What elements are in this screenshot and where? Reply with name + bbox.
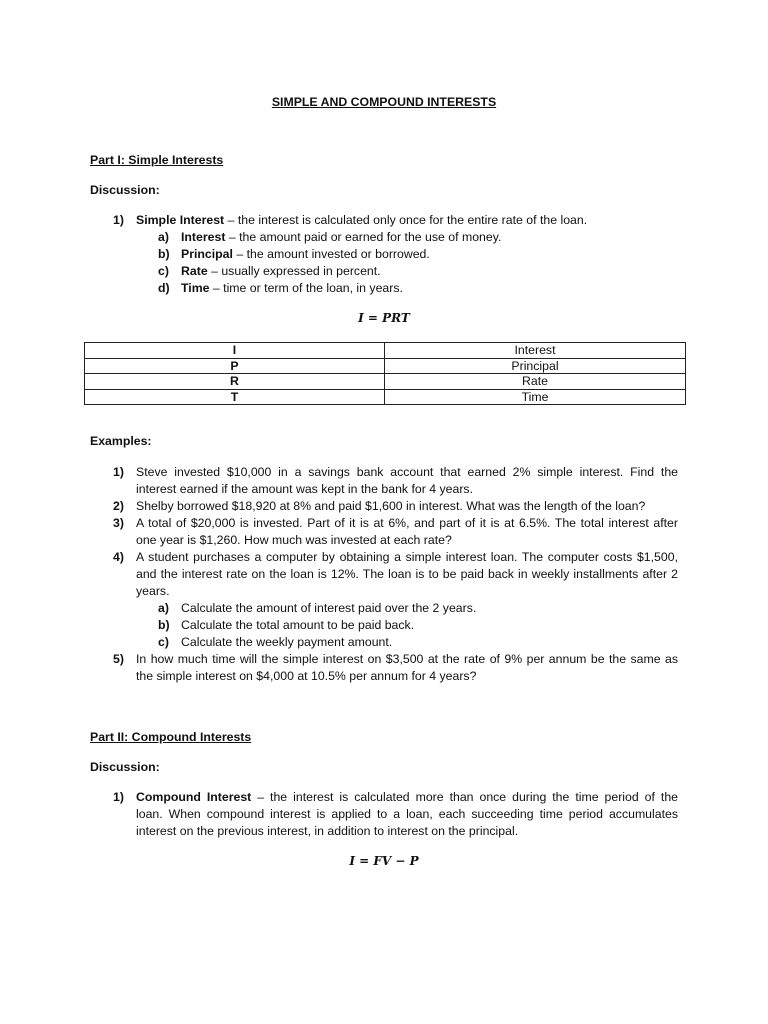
simple-interest-formula: I = PRT — [358, 311, 410, 325]
example-5-number: 5) — [113, 652, 124, 666]
sub-a-definition — [181, 230, 501, 244]
example-1-number: 1) — [113, 465, 124, 479]
example-3-line: one year is $1,260. How much was invested at each rate? — [136, 533, 452, 547]
variables-table — [84, 342, 686, 405]
simple-interest-text: – the interest is calculated only once for the entire rate of the loan. — [224, 213, 588, 227]
example-1-line: interest earned if the amount was kept in the bank for 4 years. — [136, 482, 473, 496]
examples-label: Examples: — [90, 434, 152, 448]
sub-a-text: – the amount paid or earned for the use of money. — [225, 230, 502, 244]
example-4b-text: Calculate the total amount to be paid back. — [181, 618, 415, 632]
example-3-number: 3) — [113, 516, 124, 530]
example-2-line: Shelby borrowed $18,920 at 8% and paid $1,600 in interest. What was the length of the loan? — [136, 499, 646, 513]
example-5-line: In how much time will the simple interest on $3,500 at the rate of 9% per annum be the same as — [136, 652, 678, 666]
example-4a-text: Calculate the amount of interest paid over the 2 years. — [181, 601, 477, 615]
example-4b-letter: b) — [158, 618, 170, 632]
part1-item1-number: 1) — [113, 213, 124, 227]
symbol-cell: R — [85, 374, 385, 390]
table-row — [85, 389, 686, 405]
part2-discussion-label: Discussion: — [90, 760, 160, 774]
sub-c-letter: c) — [158, 264, 169, 278]
table-row — [85, 358, 686, 374]
sub-b-text: – the amount invested or borrowed. — [232, 247, 430, 261]
sub-c-text: – usually expressed in percent. — [207, 264, 381, 278]
example-4c-letter: c) — [158, 635, 169, 649]
sub-b-definition — [181, 247, 430, 261]
example-4-number: 4) — [113, 550, 124, 564]
part2-item1-number: 1) — [113, 790, 124, 804]
part2-item1-line: loan. When compound interest is applied to a loan, each succeeding time period accumulates — [136, 807, 678, 821]
meaning-cell: Interest — [385, 343, 686, 359]
sub-d-definition — [181, 281, 403, 295]
meaning-cell: Rate — [385, 374, 686, 390]
example-2-number: 2) — [113, 499, 124, 513]
compound-interest-formula: I = FV − P — [349, 854, 419, 868]
sub-a-letter: a) — [158, 230, 169, 244]
sub-d-term: Time — [181, 281, 210, 295]
example-4-line: A student purchases a computer by obtaining a simple interest loan. The computer costs $1,500, — [136, 550, 678, 564]
meaning-cell: Time — [385, 389, 686, 405]
simple-interest-term: Simple Interest — [136, 213, 225, 227]
part1-heading: Part I: Simple Interests — [90, 153, 224, 167]
example-4a-letter: a) — [158, 601, 169, 615]
sub-a-term: Interest — [181, 230, 226, 244]
symbol-cell: T — [85, 389, 385, 405]
part1-discussion-label: Discussion: — [90, 183, 160, 197]
part2-item1-line: interest on the previous interest, in addition to interest on the principal. — [136, 824, 519, 838]
example-3-line: A total of $20,000 is invested. Part of it is at 6%, and part of it is at 6.5%. The total interest after — [136, 516, 678, 530]
example-4-line: years. — [136, 584, 170, 598]
sub-d-text: – time or term of the loan, in years. — [209, 281, 403, 295]
example-5-line: the simple interest on $4,000 at 10.5% per annum for 4 years? — [136, 669, 477, 683]
page-title: SIMPLE AND COMPOUND INTERESTS — [271, 95, 497, 109]
table-row — [85, 374, 686, 390]
sub-c-definition — [181, 264, 381, 278]
compound-interest-text: – the interest is calculated more than once during the time period of the — [251, 790, 678, 804]
sub-d-letter: d) — [158, 281, 170, 295]
example-4c-text: Calculate the weekly payment amount. — [181, 635, 393, 649]
sub-b-letter: b) — [158, 247, 170, 261]
table-row — [85, 343, 686, 359]
symbol-cell: P — [85, 358, 385, 374]
meaning-cell: Principal — [385, 358, 686, 374]
compound-interest-term: Compound Interest — [136, 790, 252, 804]
part2-heading: Part II: Compound Interests — [90, 730, 252, 744]
symbol-cell: I — [85, 343, 385, 359]
example-1-line: Steve invested $10,000 in a savings bank account that earned 2% simple interest. Find the — [136, 465, 678, 479]
sub-c-term: Rate — [181, 264, 208, 278]
part2-item1-line — [136, 790, 678, 804]
sub-b-term: Principal — [181, 247, 233, 261]
part1-item1-definition — [136, 213, 587, 227]
example-4-line: and the interest rate on the loan is 12%. The loan is to be paid back in weekly installments after 2 — [136, 567, 678, 581]
